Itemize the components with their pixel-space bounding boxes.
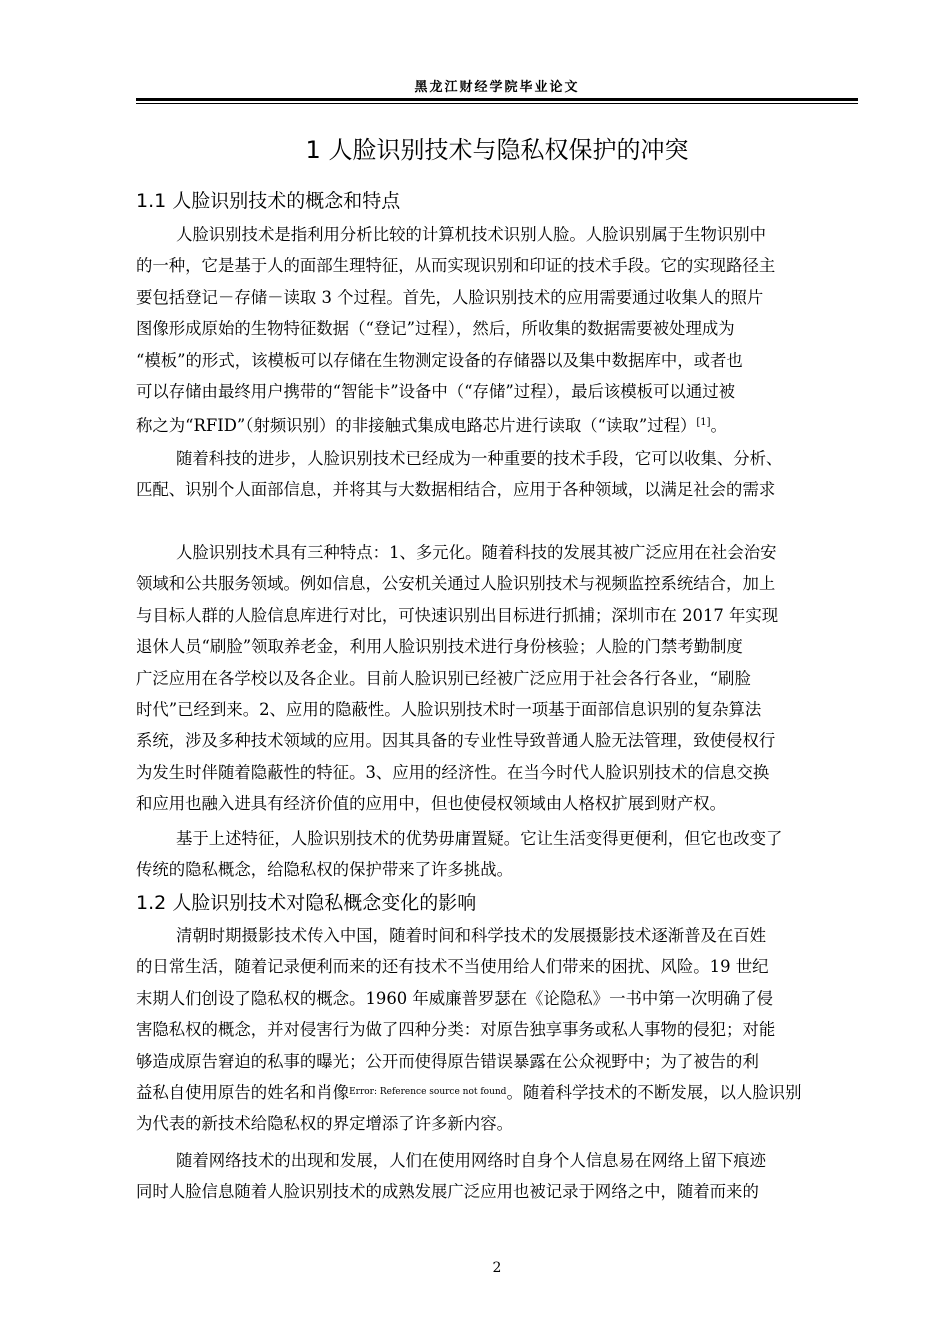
text-line: 人脸识别技术具有三种特点：1、多元化。随着科技的发展其被广泛应用在社会治安 xyxy=(176,543,777,562)
paragraph-1-1-2 xyxy=(136,443,858,506)
paragraph-1-1-3 xyxy=(136,537,858,820)
text-run: 。 xyxy=(710,416,727,436)
text-line: 要包括登记－存储－读取 3 个过程。首先，人脸识别技术的应用需要通过收集人的照片 xyxy=(136,287,764,307)
text-line: 系统，涉及多种技术领域的应用。因其具备的专业性导致普通人脸无法管理，致使侵权行 xyxy=(136,731,776,751)
broken-citation-ref: Error: Reference source not found xyxy=(349,1086,507,1097)
chapter-title: 1 人脸识别技术与隐私权保护的冲突 xyxy=(305,136,689,164)
text-line: 图像形成原始的生物特征数据（“登记”过程），然后，所收集的数据需要被处理成为 xyxy=(136,319,735,339)
text-line: 传统的隐私概念，给隐私权的保护带来了许多挑战。 xyxy=(136,860,513,880)
section-heading-1-1: 1.1 人脸识别技术的概念和特点 xyxy=(136,190,401,212)
text-line: 为发生时伴随着隐蔽性的特征。3、应用的经济性。在当今时代人脸识别技术的信息交换 xyxy=(136,762,770,782)
running-header: 黑龙江财经学院毕业论文 xyxy=(414,80,580,95)
text-line: 同时人脸信息随着人脸识别技术的成熟发展广泛应用也被记录于网络之中，随着而来的 xyxy=(136,1182,759,1202)
text-line: 人脸识别技术是指利用分析比较的计算机技术识别人脸。人脸识别属于生物识别中 xyxy=(176,225,767,244)
text-line: 退休人员“刷脸”领取养老金，利用人脸识别技术进行身份核验；人脸的门禁考勤制度 xyxy=(136,637,743,657)
text-line xyxy=(136,407,858,438)
text-run: 益私自使用原告的姓名和肖像 xyxy=(136,1082,350,1102)
text-line: 末期人们创设了隐私权的概念。1960 年威廉普罗瑟在《论隐私》一书中第一次明确了侵 xyxy=(136,988,773,1008)
paragraph-1-2-1 xyxy=(136,920,858,1140)
text-line: 随着网络技术的出现和发展，人们在使用网络时自身个人信息易在网络上留下痕迹 xyxy=(176,1151,767,1170)
text-line: 领域和公共服务领域。例如信息，公安机关通过人脸识别技术与视频监控系统结合，加上 xyxy=(136,574,776,594)
text-line: 与目标人群的人脸信息库进行对比，可快速识别出目标进行抓捕；深圳市在 2017 年实现 xyxy=(136,605,779,625)
text-line: 清朝时期摄影技术传入中国，随着时间和科学技术的发展摄影技术逐渐普及在百姓 xyxy=(176,926,767,945)
text-line: “模板”的形式，该模板可以存储在生物测定设备的存储器以及集中数据库中，或者也 xyxy=(136,350,743,370)
paragraph-1-2-2 xyxy=(136,1145,858,1208)
text-line: 够造成原告窘迫的私事的曝光；公开而使得原告错误暴露在公众视野中；为了被告的利 xyxy=(136,1051,759,1071)
paragraph-1-1-1 xyxy=(136,219,858,439)
text-line xyxy=(136,1077,858,1108)
text-line: 时代”已经到来。2、应用的隐蔽性。人脸识别技术时一项基于面部信息识别的复杂算法 xyxy=(136,699,762,719)
text-run: 。随着科学技术的不断发展，以人脸识别 xyxy=(506,1082,802,1102)
text-line: 的日常生活，随着记录便利而来的还有技术不当使用给人们带来的困扰、风险。19 世纪 xyxy=(136,957,769,977)
text-line: 和应用也融入进具有经济价值的应用中，但也使侵权领域由人格权扩展到财产权。 xyxy=(136,794,727,814)
text-line: 随着科技的进步，人脸识别技术已经成为一种重要的技术手段，它可以收集、分析、 xyxy=(176,449,783,468)
text-line: 基于上述特征，人脸识别技术的优势毋庸置疑。它让生活变得更便利，但它也改变了 xyxy=(176,829,783,848)
text-line: 匹配、识别个人面部信息，并将其与大数据相结合，应用于各种领域，以满足社会的需求 xyxy=(136,480,776,500)
text-line: 害隐私权的概念，并对侵害行为做了四种分类：对原告独享事务或私人事物的侵犯；对能 xyxy=(136,1020,776,1040)
section-heading-1-2: 1.2 人脸识别技术对隐私概念变化的影响 xyxy=(136,892,477,914)
text-run: 称之为“RFID”（射频识别）的非接触式集成电路芯片进行读取（“读取”过程） xyxy=(136,416,697,436)
text-line: 可以存储由最终用户携带的“智能卡”设备中（“存储”过程），最后该模板可以通过被 xyxy=(136,381,735,401)
text-line: 广泛应用在各学校以及各企业。目前人脸识别已经被广泛应用于社会各行各业，“刷脸 xyxy=(136,668,751,688)
header-rule-thick xyxy=(136,98,858,101)
page-number: 2 xyxy=(492,1260,502,1276)
text-line: 为代表的新技术给隐私权的界定增添了许多新内容。 xyxy=(136,1114,513,1134)
text-line: 的一种，它是基于人的面部生理特征，从而实现识别和印证的技术手段。它的实现路径主 xyxy=(136,256,776,276)
citation-ref: [1] xyxy=(696,417,711,429)
header-rule-thin xyxy=(136,103,858,104)
paragraph-1-1-4 xyxy=(136,823,858,886)
